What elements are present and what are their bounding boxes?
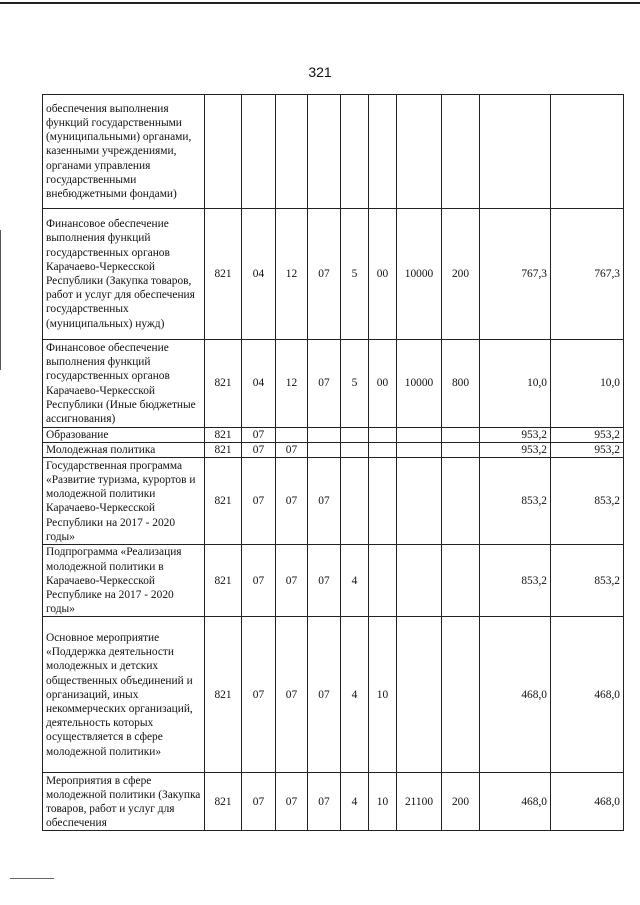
col-sum-1: 953,2: [480, 428, 551, 443]
col-expense-type: [442, 458, 480, 545]
col-activity: [369, 545, 397, 617]
col-gov: 821: [205, 545, 242, 617]
page-number: 321: [308, 64, 332, 80]
col-direction: 10000: [397, 340, 442, 428]
col-subsection: [276, 95, 308, 209]
col-sum-2: 468,0: [551, 773, 624, 831]
col-program: [308, 443, 341, 458]
col-sum-2: [551, 95, 624, 209]
col-subprogram: [341, 458, 369, 545]
col-section: 04: [242, 340, 276, 428]
col-section: 07: [242, 773, 276, 831]
bottom-mark: [10, 878, 54, 879]
col-direction: [397, 458, 442, 545]
col-activity: 00: [369, 209, 397, 340]
col-subsection: 07: [276, 545, 308, 617]
col-section: 07: [242, 428, 276, 443]
col-expense-type: [442, 95, 480, 209]
table-row: [43, 95, 624, 209]
col-expense-type: 800: [442, 340, 480, 428]
col-sum-1: 853,2: [480, 458, 551, 545]
col-sum-2: 853,2: [551, 458, 624, 545]
col-expense-type: [442, 617, 480, 773]
col-gov: 821: [205, 340, 242, 428]
col-subsection: 07: [276, 617, 308, 773]
col-sum-1: 468,0: [480, 773, 551, 831]
col-program: 07: [308, 458, 341, 545]
row-name: Финансовое обеспечение выполнения функций государственных органов Карачаево-Черкесской Республики (Иные бюджетные ассигнования): [43, 340, 205, 428]
col-activity: 10: [369, 617, 397, 773]
col-gov: 821: [205, 773, 242, 831]
budget-table-body: [43, 95, 624, 831]
col-program: 07: [308, 340, 341, 428]
col-sum-2: 953,2: [551, 443, 624, 458]
col-activity: [369, 443, 397, 458]
table-row: [43, 428, 624, 443]
margin-mark: [0, 230, 1, 370]
table-row: [43, 458, 624, 545]
col-expense-type: [442, 428, 480, 443]
col-sum-1: 468,0: [480, 617, 551, 773]
col-expense-type: [442, 443, 480, 458]
col-gov: 821: [205, 617, 242, 773]
col-direction: [397, 428, 442, 443]
col-sum-1: 853,2: [480, 545, 551, 617]
table-row: [43, 773, 624, 831]
col-gov: [205, 95, 242, 209]
col-sum-1: 10,0: [480, 340, 551, 428]
col-subprogram: [341, 443, 369, 458]
col-section: 07: [242, 545, 276, 617]
col-subprogram: 4: [341, 545, 369, 617]
col-subprogram: [341, 428, 369, 443]
row-name: Основное мероприятие «Поддержка деятельности молодежных и детских общественных объединений и организаций, иных некоммерческих организаций, деятельность которых осуществляется в сфере молодежной политики»: [43, 617, 205, 773]
col-sum-2: 953,2: [551, 428, 624, 443]
col-activity: [369, 458, 397, 545]
col-subsection: 07: [276, 443, 308, 458]
col-expense-type: 200: [442, 209, 480, 340]
col-program: 07: [308, 617, 341, 773]
col-sum-2: 767,3: [551, 209, 624, 340]
row-name: обеспечения выполнения функций государственными (муниципальными) органами, казенными учреждениями, органами управления государственными внебюджетными фондами): [43, 95, 205, 209]
col-program: 07: [308, 545, 341, 617]
col-direction: [397, 95, 442, 209]
col-activity: 10: [369, 773, 397, 831]
col-direction: [397, 545, 442, 617]
col-gov: 821: [205, 209, 242, 340]
col-subsection: 12: [276, 340, 308, 428]
col-section: 07: [242, 443, 276, 458]
col-sum-1: [480, 95, 551, 209]
col-activity: 00: [369, 340, 397, 428]
col-gov: 821: [205, 458, 242, 545]
table-row: [43, 545, 624, 617]
col-section: 04: [242, 209, 276, 340]
table-row: [43, 443, 624, 458]
col-section: 07: [242, 617, 276, 773]
col-program: 07: [308, 209, 341, 340]
row-name: Молодежная политика: [43, 443, 205, 458]
budget-table: [42, 94, 624, 831]
col-expense-type: [442, 545, 480, 617]
col-sum-2: 853,2: [551, 545, 624, 617]
table-row: [43, 617, 624, 773]
col-subprogram: 4: [341, 617, 369, 773]
col-activity: [369, 428, 397, 443]
row-name: Образование: [43, 428, 205, 443]
table-row: [43, 340, 624, 428]
col-sum-1: 767,3: [480, 209, 551, 340]
col-activity: [369, 95, 397, 209]
col-program: [308, 95, 341, 209]
col-sum-2: 10,0: [551, 340, 624, 428]
col-direction: [397, 443, 442, 458]
row-name: Государственная программа «Развитие туризма, курортов и молодежной политики Карачаево-Черкесской Республики на 2017 - 2020 годы»: [43, 458, 205, 545]
col-subsection: [276, 428, 308, 443]
col-sum-2: 468,0: [551, 617, 624, 773]
col-section: [242, 95, 276, 209]
col-expense-type: 200: [442, 773, 480, 831]
col-program: [308, 428, 341, 443]
table-row: [43, 209, 624, 340]
col-subsection: 07: [276, 458, 308, 545]
col-program: 07: [308, 773, 341, 831]
col-subprogram: 5: [341, 209, 369, 340]
col-gov: 821: [205, 428, 242, 443]
row-name: Подпрограмма «Реализация молодежной политики в Карачаево-Черкесской Республике на 2017 - 2020 годы»: [43, 545, 205, 617]
col-subprogram: [341, 95, 369, 209]
col-section: 07: [242, 458, 276, 545]
top-rule: [0, 2, 640, 4]
row-name: Финансовое обеспечение выполнения функций государственных органов Карачаево-Черкесской Республики (Закупка товаров, работ и услуг для обеспечения государственных (муниципальных) нужд): [43, 209, 205, 340]
col-direction: 10000: [397, 209, 442, 340]
col-subsection: 07: [276, 773, 308, 831]
col-sum-1: 953,2: [480, 443, 551, 458]
row-name: Мероприятия в сфере молодежной политики (Закупка товаров, работ и услуг для обеспечения: [43, 773, 205, 831]
col-subsection: 12: [276, 209, 308, 340]
col-direction: [397, 617, 442, 773]
col-subprogram: 5: [341, 340, 369, 428]
col-direction: 21100: [397, 773, 442, 831]
col-subprogram: 4: [341, 773, 369, 831]
col-gov: 821: [205, 443, 242, 458]
